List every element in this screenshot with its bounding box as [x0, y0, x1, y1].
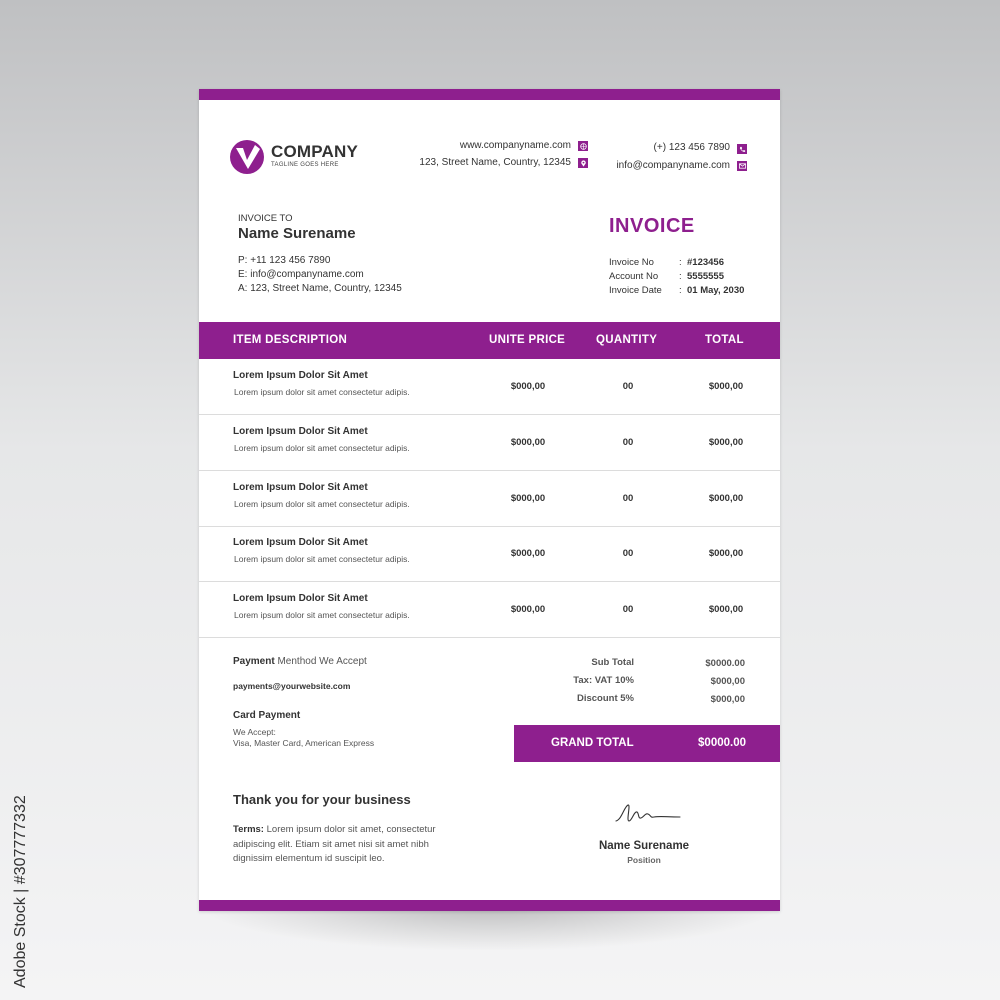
address-text: 123, Street Name, Country, 12345 — [419, 157, 571, 168]
paper-shadow — [205, 905, 775, 950]
terms-body: Lorem ipsum dolor sit amet, consectetur adipiscing elit. Etiam sit amet nisi sit amet nibh dignissim elementum id suscipit leo. — [233, 824, 436, 864]
table-row — [199, 582, 780, 638]
item-title: Lorem Ipsum Dolor Sit Amet — [233, 593, 368, 604]
table-row — [199, 359, 780, 415]
item-quantity: 00 — [622, 548, 634, 559]
item-quantity: 00 — [622, 604, 634, 615]
account-no-value: 5555555 — [687, 271, 724, 282]
payment-email: payments@yourwebsite.com — [233, 681, 351, 691]
grand-total-value: $0000.00 — [698, 737, 746, 749]
company-tagline: TAGLINE GOES HERE — [271, 162, 339, 168]
discount-value: $000,00 — [710, 694, 745, 705]
table-row — [199, 415, 780, 471]
item-price: $000,00 — [510, 548, 546, 559]
header-item-description: ITEM DESCRIPTION — [233, 334, 348, 346]
signature-image — [614, 799, 684, 829]
phone-icon — [737, 144, 747, 154]
item-total: $000,00 — [708, 548, 744, 559]
item-description: Lorem ipsum dolor sit amet consectetur adipis. — [234, 554, 410, 564]
header-total: TOTAL — [705, 334, 744, 346]
globe-icon — [578, 141, 588, 151]
item-title: Lorem Ipsum Dolor Sit Amet — [233, 537, 368, 548]
item-total: $000,00 — [708, 604, 744, 615]
client-name: Name Surename — [238, 225, 356, 242]
item-quantity: 00 — [622, 381, 634, 392]
invoice-date-value: 01 May, 2030 — [687, 285, 745, 296]
client-address: A: 123, Street Name, Country, 12345 — [238, 283, 402, 294]
client-phone: P: +11 123 456 7890 — [238, 255, 331, 266]
mail-icon — [737, 161, 747, 171]
phone-text: (+) 123 456 7890 — [653, 142, 730, 153]
invoice-title: INVOICE — [609, 215, 695, 237]
header-quantity: QUANTITY — [596, 334, 658, 346]
item-quantity: 00 — [622, 493, 634, 504]
payment-method-heading — [233, 656, 367, 667]
client-email: E: info@companyname.com — [238, 269, 364, 280]
invoice-sheet — [199, 89, 780, 911]
meta-colon: : — [679, 271, 682, 282]
subtotal-label: Sub Total — [591, 657, 634, 668]
item-price: $000,00 — [510, 604, 546, 615]
item-title: Lorem Ipsum Dolor Sit Amet — [233, 370, 368, 381]
item-total: $000,00 — [708, 437, 744, 448]
item-price: $000,00 — [510, 493, 546, 504]
item-quantity: 00 — [622, 437, 634, 448]
card-list: Visa, Master Card, American Express — [233, 738, 375, 748]
website-text: www.companyname.com — [459, 140, 571, 151]
item-price: $000,00 — [510, 437, 546, 448]
grand-total-box — [514, 725, 780, 762]
top-accent-bar — [199, 89, 780, 100]
invoice-no-label: Invoice No — [609, 257, 654, 268]
item-title: Lorem Ipsum Dolor Sit Amet — [233, 482, 368, 493]
discount-label: Discount 5% — [576, 693, 634, 704]
email-text: info@companyname.com — [616, 160, 730, 171]
payment-heading-bold: Payment — [233, 656, 275, 667]
table-row — [199, 526, 780, 582]
item-price: $000,00 — [510, 381, 546, 392]
item-title: Lorem Ipsum Dolor Sit Amet — [233, 426, 368, 437]
account-no-label: Account No — [609, 271, 659, 282]
signatory-position: Position — [627, 855, 661, 865]
invoice-date-label: Invoice Date — [609, 285, 662, 296]
thank-you-text: Thank you for your business — [233, 792, 411, 807]
items-table-header — [199, 322, 780, 359]
v-logo-icon — [230, 140, 264, 174]
stock-id-stamp: Adobe Stock | #307777332 — [12, 795, 29, 988]
header-unit-price: UNITE PRICE — [489, 334, 566, 346]
signatory-name: Name Surename — [598, 840, 690, 852]
item-description: Lorem ipsum dolor sit amet consectetur adipis. — [234, 387, 410, 397]
card-payment-title: Card Payment — [233, 710, 301, 721]
terms-label: Terms: — [233, 824, 264, 835]
bottom-accent-bar — [199, 900, 780, 911]
invoice-no-value: #123456 — [687, 257, 724, 268]
company-name: COMPANY — [271, 142, 359, 161]
tax-label: Tax: VAT 10% — [573, 675, 634, 686]
meta-colon: : — [679, 285, 682, 296]
subtotal-value: $0000.00 — [705, 658, 745, 669]
item-total: $000,00 — [708, 381, 744, 392]
item-description: Lorem ipsum dolor sit amet consectetur adipis. — [234, 443, 410, 453]
grand-total-label: GRAND TOTAL — [551, 737, 634, 749]
item-description: Lorem ipsum dolor sit amet consectetur adipis. — [234, 610, 410, 620]
invoice-to-label: INVOICE TO — [238, 213, 293, 224]
card-accept-label: We Accept: — [233, 727, 276, 737]
item-description: Lorem ipsum dolor sit amet consectetur adipis. — [234, 499, 410, 509]
tax-value: $000,00 — [710, 676, 745, 687]
table-row — [199, 471, 780, 527]
item-total: $000,00 — [708, 493, 744, 504]
terms-text — [233, 823, 448, 867]
payment-heading-rest: Menthod We Accept — [274, 656, 367, 667]
meta-colon: : — [679, 257, 682, 268]
